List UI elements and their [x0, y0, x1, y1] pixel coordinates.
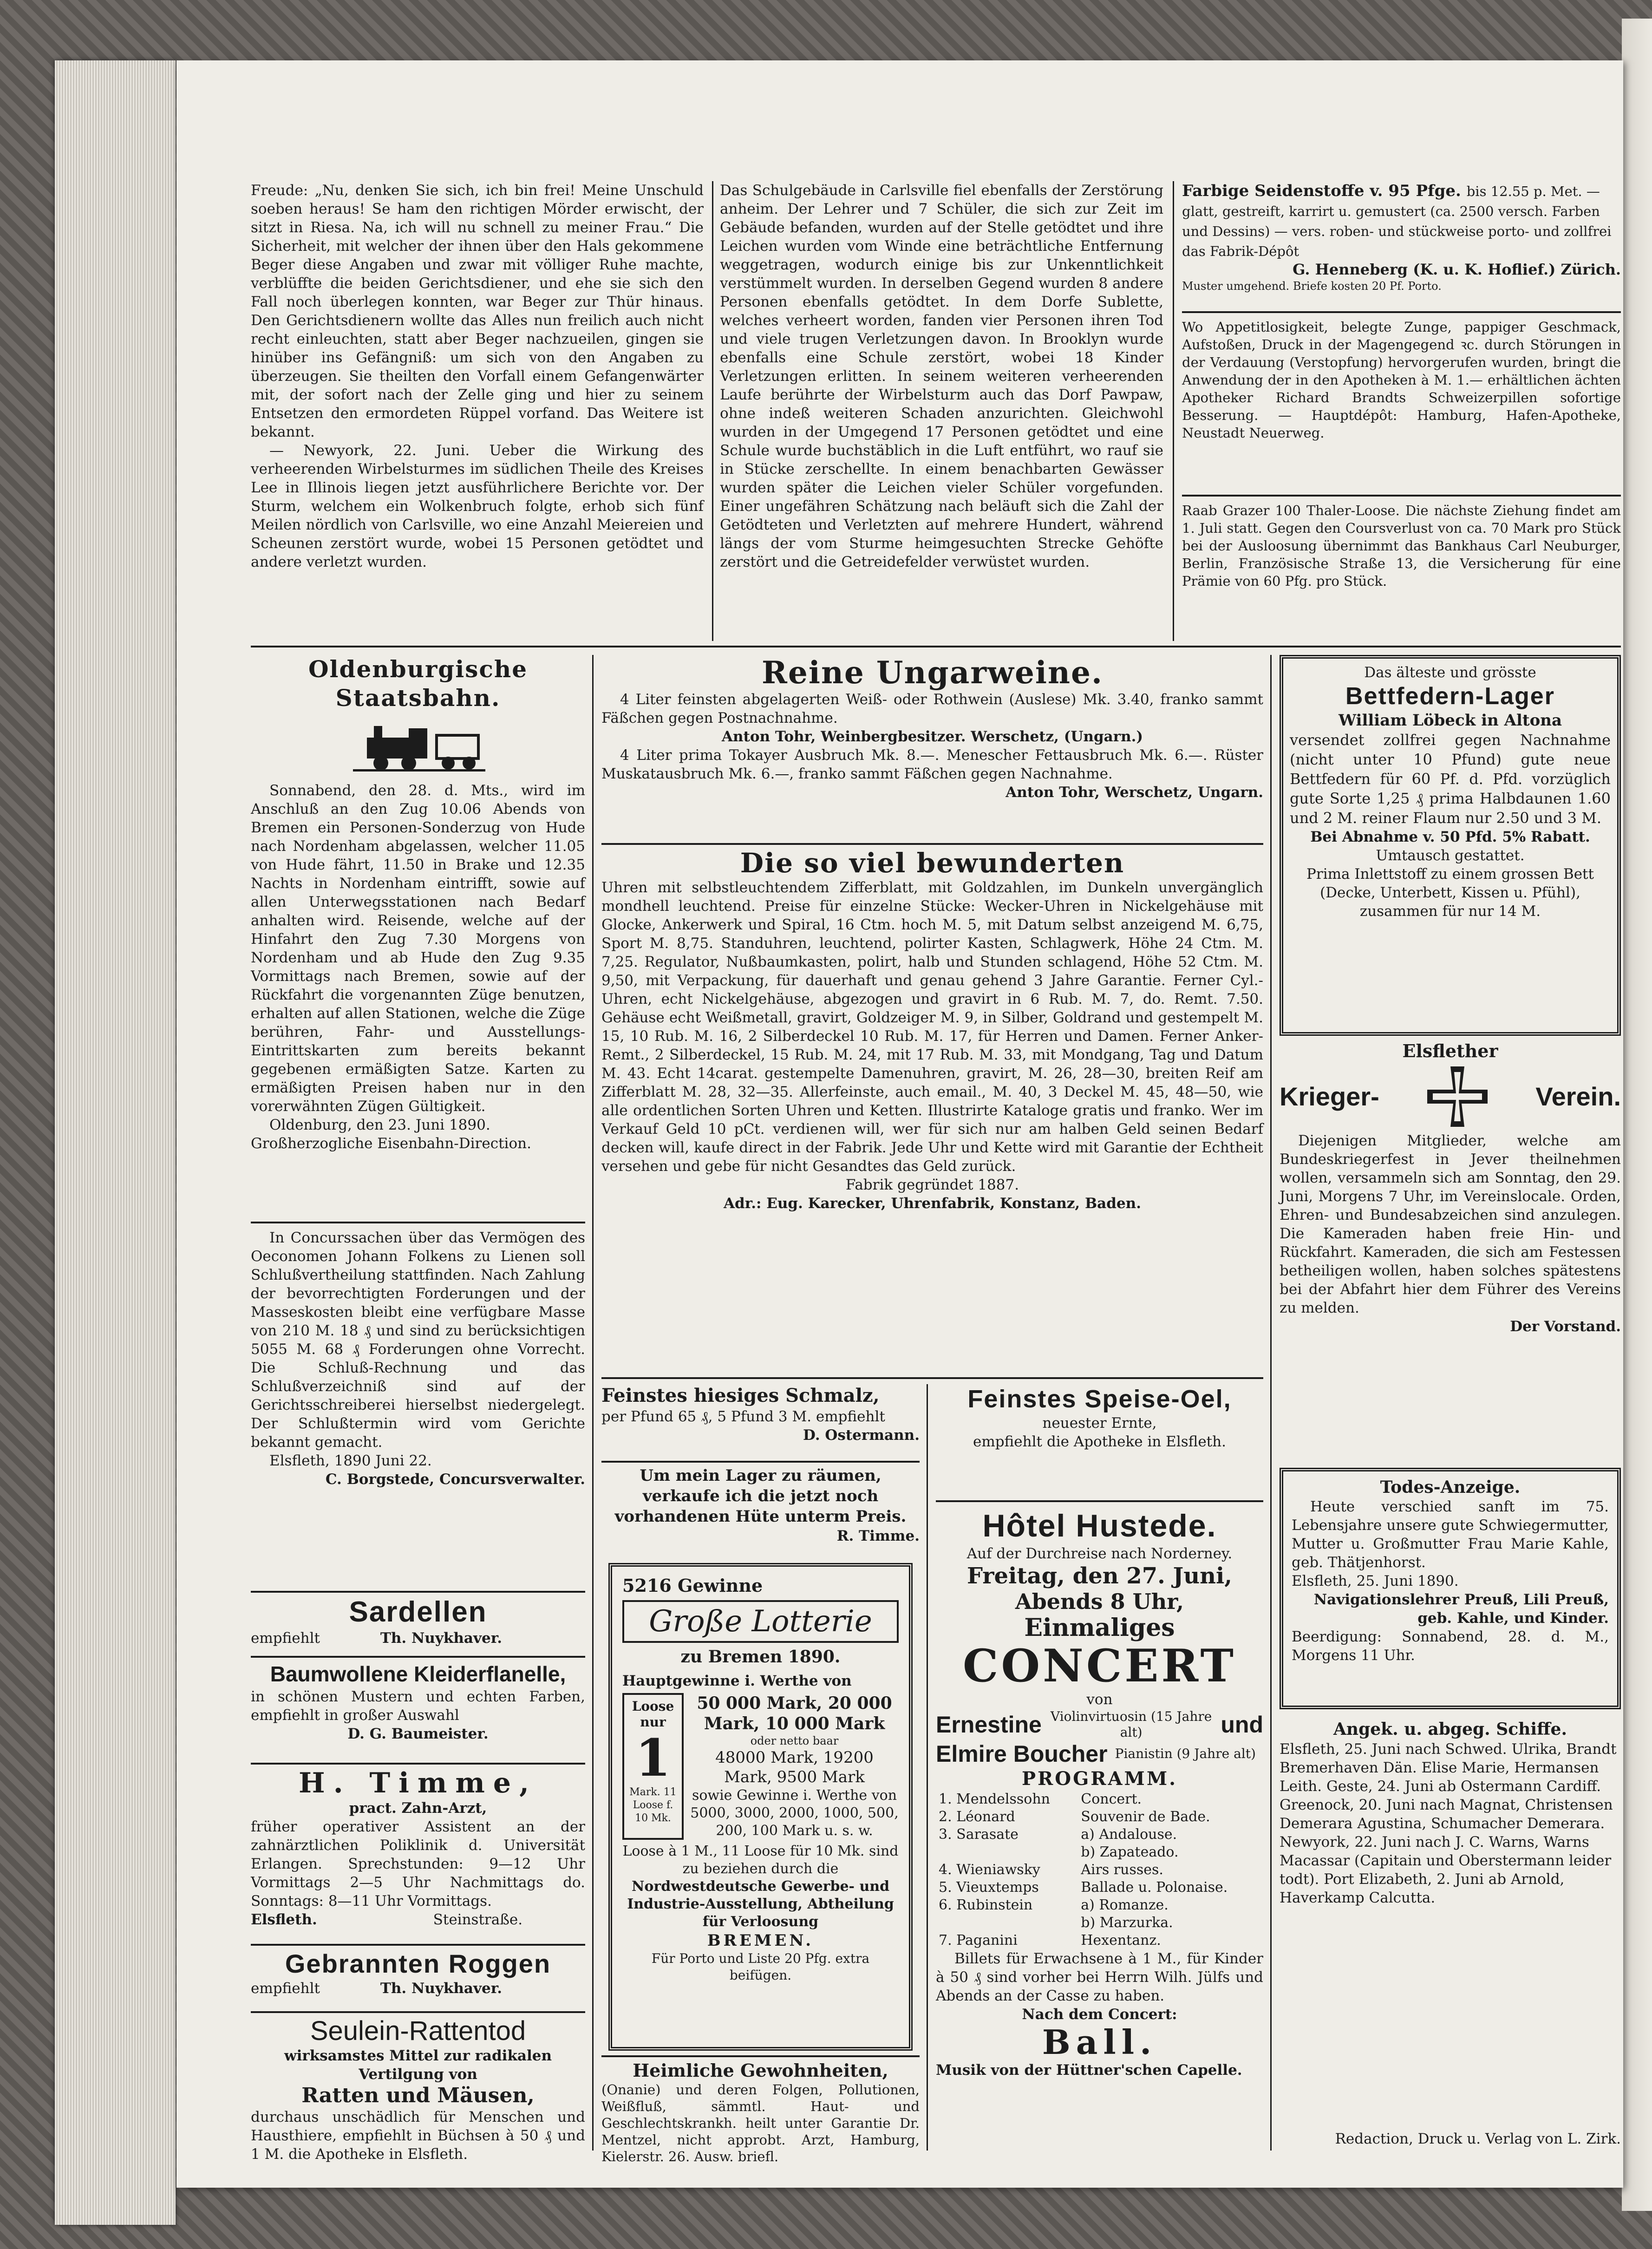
program-piece: Airs russes. — [1081, 1862, 1163, 1878]
ad-lottery-amounts: 50 000 Mark, 20 000 Mark, 10 000 Mark — [697, 1693, 892, 1733]
ad-silk-footer: Muster umgehend. Briefe kosten 20 Pf. Porto. — [1182, 280, 1442, 293]
ad-habits — [601, 2060, 920, 2164]
ad-feathers-firm: William Löbeck in Altona — [1338, 711, 1562, 730]
ad-dentist-text: früher operativer Assistent an der zahnärztlichen Poliklinik d. Universität Erlangen. Sprechstunden: 9—12 Uhr Vormittags 2—5 Uhr Nachmittags do. Sonntags: 8—11 Uhr Vormittags. — [251, 1818, 585, 1909]
program-composer: 6. Rubinstein — [939, 1897, 1033, 1913]
ad-raab-text: Raab Grazer 100 Thaler-Loose. Die nächste Ziehung findet am 1. Juli statt. Gegen den Coursverlust von ca. 70 Mark pro Stück bei der Ausloosung übernimmt das Bankhaus Carl Neuburger, Berlin, Französische Straße 13, die Versicherung für eine Prämie von 60 Pfg. pro Stück. — [1182, 503, 1621, 589]
ad-railway-text: Sonnabend, den 28. d. Mts., wird im Anschluß an den Zug 10.06 Abends von Bremen ein Personen-Sonderzug von Hude nach Nordenham abgelassen, welcher 11.05 von Hude fährt, 11.50 in Brake und 12.35 Nachts in Nordenham eintrifft, sowie auf allen Unterwegsstationen nach Bedarf anhalten wird. Reisende, welche auf der Hinfahrt den Zug 7.30 Morgens von Nordenham und ab Hude den Zug 9.35 Vormittags nach Bremen, sowie auf der Rückfahrt die vorgenannten Züge benutzen, erhalten auf allen Stationen, welche die Züge berühren, Fahr- und Ausstellungs-Eintrittskarten zum bereits bekannt gegebenen ermäßigten Satze. Karten zu ermäßigten Preisen haben nur in den vorerwähnten Zügen Gültigkeit. — [251, 782, 585, 1115]
ad-lottery-city: BREMEN. — [707, 1931, 814, 1950]
ad-hotel-date: Freitag, den 27. Juni, — [967, 1563, 1232, 1589]
ad-hotel-ball: Ball. — [1042, 2022, 1157, 2062]
train-icon — [348, 719, 488, 775]
program-row — [936, 1879, 1263, 1896]
ad-railway-date: Oldenburg, den 23. Juni 1890. — [269, 1117, 490, 1133]
ad-dentist-street: Steinstraße. — [433, 1911, 523, 1928]
ad-lottery-org: Nordwestdeutsche Gewerbe- und Industrie-Ausstellung, Abtheilung für Verloosung — [627, 1878, 894, 1930]
ad-feathers-text2: Prima Inlettstoff zu einem grossen Bett (Decke, Unterbett, Kissen u. Pfühl), zusammen für nur 14 M. — [1306, 866, 1594, 920]
program-piece: Hexentanz. — [1081, 1932, 1161, 1948]
ad-silk-headline: Farbige Seidenstoffe v. 95 Pfge. — [1182, 182, 1461, 200]
ad-oil-text: empfiehlt die Apotheke in Elsfleth. — [973, 1433, 1226, 1450]
ad-obituary-funeral: Beerdigung: Sonnabend, 28. d. M., Morgens 11 Uhr. — [1292, 1628, 1609, 1664]
program-piece: Souvenir de Bade. — [1081, 1809, 1210, 1825]
article-murder-story: Freude: „Nu, denken Sie sich, ich bin frei! Meine Unschuld soeben heraus! Se ham den richtigen Mörder erwischt, der sitzt in Riesa. Na, ich will nu schnell zu meiner Frau.“ Die Sicherheit, mit welcher der ihnen über den Hals gekommene Beger diese Angaben und zwar mit völliger Ruhe machte, verblüffte die beiden Gerichtsdiener, und ehe sie sich den Fall noch überlegen konnten, war Beger zur Thür hinaus. Den Gerichtsdienern wollte das Alles nun freilich auch nicht recht einleuchten, statt aber Beger nachzueilen, gingen sie hinüber ins Gefängniß: um sich von den Angaben zu überzeugen. Sie theilten den Vorfall einem Gefangenwärter mit, der sofort nach der Zelle ging und hier zu seinem Entsetzen den ermordeten Rüppel vorfand. Das Weitere ist bekannt. — [251, 182, 704, 440]
ad-feathers-text1: versendet zollfrei gegen Nachnahme (nicht unter 10 Pfund) gute neue Bettfedern für 60 Pf. d. Pfd. vorzüglich gute Sorte 1,25 ₰ prima Halbdaunen 1.60 und 2 M. reiner Flaum nur 2.50 und 3 M. — [1290, 731, 1611, 827]
ad-hotel-name2: Elmire Boucher — [936, 1741, 1108, 1767]
ad-separator — [936, 1500, 1263, 1502]
program-composer: 3. Sarasate — [939, 1826, 1019, 1843]
program-table — [936, 1791, 1263, 1949]
ad-sardines — [251, 1595, 585, 1651]
ad-hotel-sub: Auf der Durchreise nach Norderney. — [966, 1545, 1233, 1562]
ad-separator — [1182, 495, 1621, 497]
ad-hotel-single: Einmaliges — [1024, 1614, 1175, 1642]
ad-bankruptcy-text: In Concurssachen über das Vermögen des Oeconomen Johann Folkens zu Lienen soll Schlußvertheilung stattfinden. Nach Zahlung der bevorrechtigten Forderungen und der Masseskosten bleibt eine verfügbare Masse von 210 M. 18 ₰ und sind zu berücksichtigen 5055 M. 68 ₰ Forderungen ohne Vorrecht. Die Schluß-Rechnung und das Schlußverzeichniß sind auf der Gerichtsschreiberei hierselbst niedergelegt. Der Schlußtermin wird vom Gerichte bekannt gemacht. — [251, 1229, 585, 1451]
ad-bankruptcy-sign: C. Borgstede, Concursverwalter. — [325, 1471, 585, 1488]
ad-bankruptcy — [251, 1229, 585, 1586]
program-piece: Concert. — [1081, 1791, 1142, 1807]
ad-lard-title: Feinstes hiesiges Schmalz, — [601, 1385, 880, 1406]
ad-dentist — [251, 1767, 585, 1939]
article-school-destruction: Das Schulgebäude in Carlsville fiel ebenfalls der Zerstörung anheim. Der Lehrer und 7 Schüler, die sich zur Zeit im Gebäude befanden, wurden auf der Stelle getödtet und ihre Leichen wurden vom Winde eine beträchtliche Entfernung weggetragen, wodurch einige bis zur Unkenntlichkeit verstümmelt wurden. In derselben Gegend wurden 8 andere Personen ebenfalls getödtet. In dem Dorfe Sublette, welches verheert worden, fanden vier Personen ihren Tod und viele trugen Verletzungen davon. In Brooklyn wurde ebenfalls eine Schule zerstört, wobei 18 Kinder Verletzungen erlitten. In seinem weiteren verheerenden Laufe berührte der Wirbelsturm auch das Dorf Pawpaw, ohne indeß weiteren Schaden anzurichten. Gleichwohl wurden in der Umgegend 17 Personen getödtet und eine Schule wurde buchstäblich in die Luft entführt, wo rauf sie in Stücke zerschellte. In einem benachbarten Gewässer wurden später die Leichen vieler Schüler vorgefunden. Einer ungefähren Schätzung nach beläuft sich die Zahl der Getödteten und Verletzten auf mehrere Hundert, während längs der vom Sturme heimgesuchten Strecke Gehöfte zerstört und die Getreidefelder verwüstet wurden. — [720, 182, 1163, 570]
ad-lottery-title: Große Lotterie — [622, 1600, 899, 1643]
ad-feathers-title: Bettfedern-Lager — [1345, 683, 1555, 710]
article-middle-column — [720, 181, 1163, 641]
ad-club-sign: Der Vorstand. — [1510, 1318, 1621, 1335]
ad-sardines-line: empfiehlt — [251, 1630, 320, 1647]
newspaper-content — [251, 181, 1621, 2164]
ad-appetite-pills — [1182, 318, 1621, 490]
ad-separator — [251, 1222, 585, 1223]
ad-hotel-time: Abends 8 Uhr, — [1015, 1589, 1184, 1614]
ad-hotel-role1: Violinvirtuosin (15 Jahre alt) — [1050, 1709, 1212, 1740]
program-row — [936, 1914, 1263, 1932]
ad-lottery-ticket-box — [622, 1693, 684, 1840]
ad-separator — [601, 2055, 920, 2057]
ad-hats — [601, 1465, 920, 1554]
ad-hotel-concert — [936, 1507, 1263, 2151]
program-composer: 7. Paganini — [939, 1932, 1018, 1948]
ad-hotel-und: und — [1221, 1712, 1263, 1738]
ad-dentist-title: H. Timme, — [299, 1767, 537, 1799]
ad-obituary-date: Elsfleth, 25. Juni 1890. — [1292, 1573, 1459, 1589]
ad-rat-poison-sub1: wirksamstes Mittel zur radikalen Vertilgung von — [284, 2047, 552, 2083]
program-row — [936, 1844, 1263, 1861]
ad-rat-poison — [251, 2016, 585, 2163]
ad-separator — [601, 1461, 920, 1463]
ad-club-text: Diejenigen Mitglieder, welche am Bundeskriegerfest in Jever theilnehmen wollen, versammeln sich am Sonntag, den 29. Juni, Morgens 7 Uhr, im Vereinslocale. Orden, Ehren- und Bundesabzeichen sind anzulegen. Die Kameraden haben freie Hin- und Rückfahrt. Kameraden, die sich am Festessen betheiligen wollen, haben solches spätestens bei der Abfahrt hier dem Führer des Vereins zu melden. — [1280, 1132, 1621, 1316]
ad-hotel-programm: PROGRAMM. — [1021, 1768, 1178, 1790]
program-composer: 1. Mendelssohn — [939, 1791, 1050, 1807]
ad-wine-text2: 4 Liter prima Tokayer Ausbruch Mk. 8.—. Menescher Fettausbruch Mk. 6.—. Rüster Muskatausbruch Mk. 6.—, franko sammt Fäßchen gegen Nachnahme. — [601, 747, 1263, 782]
section-divider — [251, 646, 1621, 647]
ad-separator — [251, 1944, 585, 1946]
column-divider — [927, 1384, 928, 2151]
ad-separator — [251, 1763, 585, 1765]
ad-obituary-names: Navigationslehrer Preuß, Lili Preuß, geb. Kahle, und Kinder. — [1313, 1591, 1609, 1627]
ad-dentist-sub: pract. Zahn-Arzt, — [349, 1800, 487, 1817]
ad-lottery-netto: oder netto baar — [750, 1734, 839, 1747]
ad-flannel-title: Baumwollene Kleiderflanelle, — [270, 1662, 566, 1686]
program-piece: b) Marzurka. — [1081, 1915, 1173, 1931]
ad-lottery-loose-price: Mark. 11 Loose f. 10 Mk. — [629, 1786, 677, 1824]
ad-lottery-head: Hauptgewinne i. Werthe von — [622, 1673, 852, 1689]
ad-silk-fabrics — [1182, 181, 1621, 307]
ad-railway-title: Oldenburgische Staatsbahn. — [308, 655, 528, 712]
program-composer — [936, 1914, 1078, 1932]
ad-lottery-loose-label: Loose nur — [632, 1699, 674, 1730]
ad-bankruptcy-date: Elsfleth, 1890 Juni 22. — [269, 1452, 432, 1469]
ad-rat-poison-sub2: Ratten und Mäusen, — [301, 2084, 535, 2107]
ad-lottery-loose-num: 1 — [635, 1728, 671, 1788]
ad-watches-founded: Fabrik gegründet 1887. — [845, 1177, 1019, 1193]
ad-oil-title: Feinstes Speise-Oel, — [967, 1385, 1232, 1413]
ad-railway — [251, 655, 585, 1217]
program-row — [936, 1932, 1263, 1949]
ad-lottery-price: Loose à 1 M., 11 Loose für 10 Mk. sind zu beziehen durch die — [622, 1843, 899, 1877]
program-composer: 2. Léonard — [939, 1809, 1015, 1825]
ad-hotel-von: von — [1086, 1691, 1113, 1708]
ad-wine-title: Reine Ungarweine. — [762, 654, 1103, 691]
ad-lottery-porto: Für Porto und Liste 20 Pfg. extra beifügen. — [651, 1951, 870, 1983]
ad-club-left: Krieger- — [1280, 1082, 1379, 1111]
ad-wine-text1: 4 Liter feinsten abgelagerten Weiß- oder Rothwein (Auslese) Mk. 3.40, franko sammt Fäßchen gegen Postnachnahme. — [601, 691, 1263, 726]
ad-rye-line: empfiehlt — [251, 1980, 320, 1997]
ad-rye-firm: Th. Nuykhaver. — [380, 1980, 503, 1997]
ad-flannel-firm: D. G. Baumeister. — [347, 1726, 489, 1742]
program-piece: a) Romanze. — [1081, 1897, 1169, 1913]
ad-flannel — [251, 1661, 585, 1760]
imprint: Redaction, Druck u. Verlag von L. Zirk. — [1335, 2131, 1621, 2147]
program-row — [936, 1896, 1263, 1914]
ad-appetite-text: Wo Appetitlosigkeit, belegte Zunge, pappiger Geschmack, Aufstoßen, Druck in der Magengegend ꝛc. durch Störungen in der Verdauung (Verstopfung) hervorgerufen wurden, bringt die Anwendung der in den Apotheken à M. 1.— erhältlichen ächten Apotheker Richard Brandts Schweizerpillen sofortige Besserung. — Hauptdépôt: Hamburg, Hafen-Apotheke, Neustadt Neuerweg. — [1182, 319, 1621, 441]
ad-rye-title: Gebrannten Roggen — [285, 1949, 551, 1978]
ad-wine-firm2: Anton Tohr, Werschetz, Ungarn. — [1006, 784, 1263, 801]
ad-watches-title: Die so viel bewunderten — [740, 847, 1125, 879]
ad-separator — [251, 1656, 585, 1658]
ad-lottery-amounts2: 48000 Mark, 19200 Mark, 9500 Mark — [715, 1748, 874, 1786]
ad-silk-firm: G. Henneberg (K. u. K. Hoflief.) Zürich. — [1293, 261, 1621, 278]
program-composer: 5. Vieuxtemps — [939, 1879, 1039, 1896]
ad-lottery-rest: sowie Gewinne i. Werthe von 5000, 3000, 2000, 1000, 500, 200, 100 Mark u. s. w. — [690, 1787, 899, 1839]
iron-cross-icon — [1423, 1062, 1492, 1131]
ad-veterans-club — [1280, 1040, 1621, 1463]
ad-separator — [251, 1591, 585, 1593]
ad-feathers-umtausch: Umtausch gestattet. — [1376, 847, 1525, 864]
ship-arrivals-text: Elsfleth, 25. Juni nach Schwed. Ulrika, Brandt Bremerhaven Dän. Elise Marie, Hermansen Leith. Geste, 24. Juni ab Ostermann Cardiff. Greenock, 20. Juni nach Magnat, Christensen Demerara Agustina, Schumacher Demerara. Newyork, 22. Juni nach J. C. Warns, Warns Macassar (Capitain und Oberstermann leider todt). Port Elizabeth, 2. Juni ab Arnold, Haverkamp Calcutta. — [1280, 1741, 1617, 1906]
ad-rat-poison-title: Seulein-Rattentod — [310, 2016, 526, 2046]
article-newyork-storm: — Newyork, 22. Juni. Ueber die Wirkung des verheerenden Wirbelsturmes im südlichen Theile des Kreises Lee in Illinois liegen jetzt ausführlichere Berichte vor. Der Sturm, welchem ein Wolkenbruch folgte, erhob sich fünf Meilen nördlich von Carlsville, wo eine Anzahl Meiereien und Scheunen zerstört wurde, wobei 15 Personen getödtet und andere verletzt wurden. — [251, 442, 704, 570]
program-row — [936, 1826, 1263, 1844]
ad-watches — [601, 848, 1263, 1373]
ad-wine-firm1: Anton Tohr, Weinbergbesitzer. Werschetz, (Ungarn.) — [721, 728, 1143, 745]
ship-arrivals — [1280, 1719, 1621, 2127]
ad-oil-sub: neuester Ernte, — [1042, 1415, 1157, 1432]
ad-habits-title: Heimliche Gewohnheiten, — [633, 2060, 888, 2081]
program-row — [936, 1861, 1263, 1879]
ad-sardines-firm: Th. Nuykhaver. — [380, 1630, 503, 1647]
program-piece: Ballade u. Polonaise. — [1081, 1879, 1228, 1896]
program-piece: b) Zapateado. — [1081, 1844, 1179, 1860]
column-divider — [592, 655, 594, 2151]
ad-lard-firm: D. Ostermann. — [803, 1427, 920, 1444]
ad-habits-text: (Onanie) und deren Folgen, Pollutionen, Weißfluß, sämmtl. Haut- und Geschlechtskrankh. heilt unter Garantie Dr. Mentzel, nicht approbt. Arzt, Hamburg, Kielerstr. 26. Ausw. briefl. — [601, 2082, 920, 2164]
ad-feathers-rabatt: Bei Abnahme v. 50 Pfd. 5% Rabatt. — [1310, 829, 1590, 845]
ad-hotel-title: Hôtel Hustede. — [982, 1508, 1217, 1543]
ad-hotel-concert-title: CONCERT — [963, 1640, 1236, 1692]
ad-feathers — [1280, 655, 1621, 1036]
book-page-edges — [55, 60, 176, 2225]
program-piece: a) Andalouse. — [1081, 1826, 1177, 1843]
ad-obituary-title: Todes-Anzeige. — [1380, 1478, 1521, 1497]
ad-hungarian-wine — [601, 655, 1263, 841]
ad-lottery-sub: zu Bremen 1890. — [680, 1647, 841, 1667]
ad-railway-sign: Großherzogliche Eisenbahn-Direction. — [251, 1135, 531, 1152]
next-page-edge — [1622, 19, 1652, 2211]
ad-hats-firm: R. Timme. — [836, 1528, 920, 1544]
ad-flannel-text: in schönen Mustern und echten Farben, empfiehlt in großer Auswahl — [251, 1688, 585, 1724]
ad-lottery — [608, 1563, 913, 2051]
ad-hats-text: Um mein Lager zu räumen, verkaufe ich die jetzt noch vorhandenen Hüte unterm Preis. — [614, 1466, 907, 1526]
column-divider — [1270, 655, 1272, 2151]
ad-hotel-after: Nach dem Concert: — [1022, 2006, 1177, 2023]
ad-separator — [1182, 311, 1621, 313]
ad-separator — [601, 843, 1263, 845]
ad-rat-poison-text: durchaus unschädlich für Menschen und Hausthiere, empfiehlt in Büchsen à 50 ₰ und 1 M. die Apotheke in Elsfleth. — [251, 2109, 585, 2163]
program-row — [936, 1791, 1263, 1808]
ad-raab-lottery — [1182, 502, 1621, 641]
ad-silk-text: bis 12.55 p. Met. — glatt, gestreift, karrirt u. gemustert (ca. 2500 versch. Farben und Dessins) — vers. roben- und stückweise porto- und zollfrei das Fabrik-Dépôt — [1182, 183, 1612, 259]
ad-separator — [251, 2011, 585, 2013]
ad-lard — [601, 1384, 920, 1458]
program-composer: 4. Wieniawsky — [939, 1862, 1040, 1878]
ad-oil — [936, 1384, 1263, 1496]
ad-rye — [251, 1948, 585, 2009]
ad-watches-address: Adr.: Eug. Karecker, Uhrenfabrik, Konstanz, Baden. — [723, 1195, 1141, 1212]
ad-obituary-text: Heute verschied sanft im 75. Lebensjahre unsere gute Schwiegermutter, Mutter u. Großmutter Frau Marie Kahle, geb. Thätjenhorst. — [1292, 1498, 1609, 1571]
ad-hotel-name1: Ernestine — [936, 1712, 1042, 1738]
ad-separator — [601, 1377, 1263, 1379]
ship-arrivals-title: Angek. u. abgeg. Schiffe. — [1333, 1719, 1567, 1739]
ad-hotel-music: Musik von der Hüttner'schen Capelle. — [936, 2062, 1242, 2079]
article-left-column — [251, 181, 704, 641]
ad-lard-text: per Pfund 65 ₰, 5 Pfund 3 M. empfiehlt — [601, 1408, 885, 1425]
column-divider — [712, 181, 713, 641]
ad-lottery-count: 5216 Gewinne — [622, 1575, 763, 1596]
ad-watches-text: Uhren mit selbstleuchtendem Zifferblatt, mit Goldzahlen, im Dunkeln unvergänglich mondhell leuchtend. Preise für einzelne Stücke: Wecker-Uhren in Nickelgehäuse mit Glocke, Ankerwerk und Spiral, 16 Ctm. hoch M. 5, mit Datum selbst anzeigend M. 6,75, Sport M. 8,75. Standuhren, leuchtend, polirter Kasten, Schlagwerk, Höhe 24 Ctm. M. 7,25. Regulator, Nußbaumkasten, polirt, halb und Stunden schlagend, Höhe 52 Ctm. M. 9,50, mit Verpackung, für dauerhaft und genau gehend 3 Jahre Garantie. Ferner Cyl.-Uhren, echt Nickelgehäuse, abgezogen und gravirt in 6 Rub. M. 7, do. Remt. 7.50. Gehäuse echt Weißmetall, gravirt, Goldzeiger M. 9, in Silber, Goldrand und gestempelt M. 15, 10 Rub. M. 16, 2 Silberdeckel 10 Rub. M. 17, für Herren und Damen. Ferner Anker-Remt., 2 Silberdeckel, 15 Rub. M. 24, mit 17 Rub. M. 33, mit Mondgang, Tag und Datum M. 43. Echt 14carat. gestempelte Damenuhren, gravirt, M. 26, 28—30, breiten Reif am Zifferblatt M. 28, 32—35. Allerfeinste, auch email., M. 40, 3 Deckel M. 45, 48—50, wie alle ordentlichen Sorten Uhren und Ketten. Illustrirte Kataloge gratis und franko. Wer im Verkauf Geld 10 pCt. verdienen will, wer für sich nur am halben Geld seinen Bedarf decken will, kaufe direct in der Fabrik. Jede Uhr und Kette wird mit Garantie der Echtheit versehen und gebe für nicht Gesandtes das Geld zurück. — [601, 879, 1263, 1175]
ad-hotel-role2: Pianistin (9 Jahre alt) — [1115, 1746, 1256, 1761]
ad-club-top: Elsflether — [1402, 1040, 1498, 1061]
column-divider — [1173, 181, 1174, 641]
ad-obituary — [1280, 1468, 1621, 1709]
ad-club-right: Verein. — [1535, 1082, 1621, 1111]
program-composer — [936, 1844, 1078, 1861]
ad-dentist-place: Elsfleth. — [251, 1911, 317, 1928]
program-row — [936, 1808, 1263, 1826]
ad-hotel-tickets: Billets für Erwachsene à 1 M., für Kinder à 50 ₰ sind vorher bei Herrn Wilh. Jülfs und Abends an der Casse zu haben. — [936, 1950, 1263, 2004]
ad-sardines-title: Sardellen — [349, 1596, 487, 1628]
ad-feathers-top: Das älteste und grösste — [1364, 664, 1536, 681]
